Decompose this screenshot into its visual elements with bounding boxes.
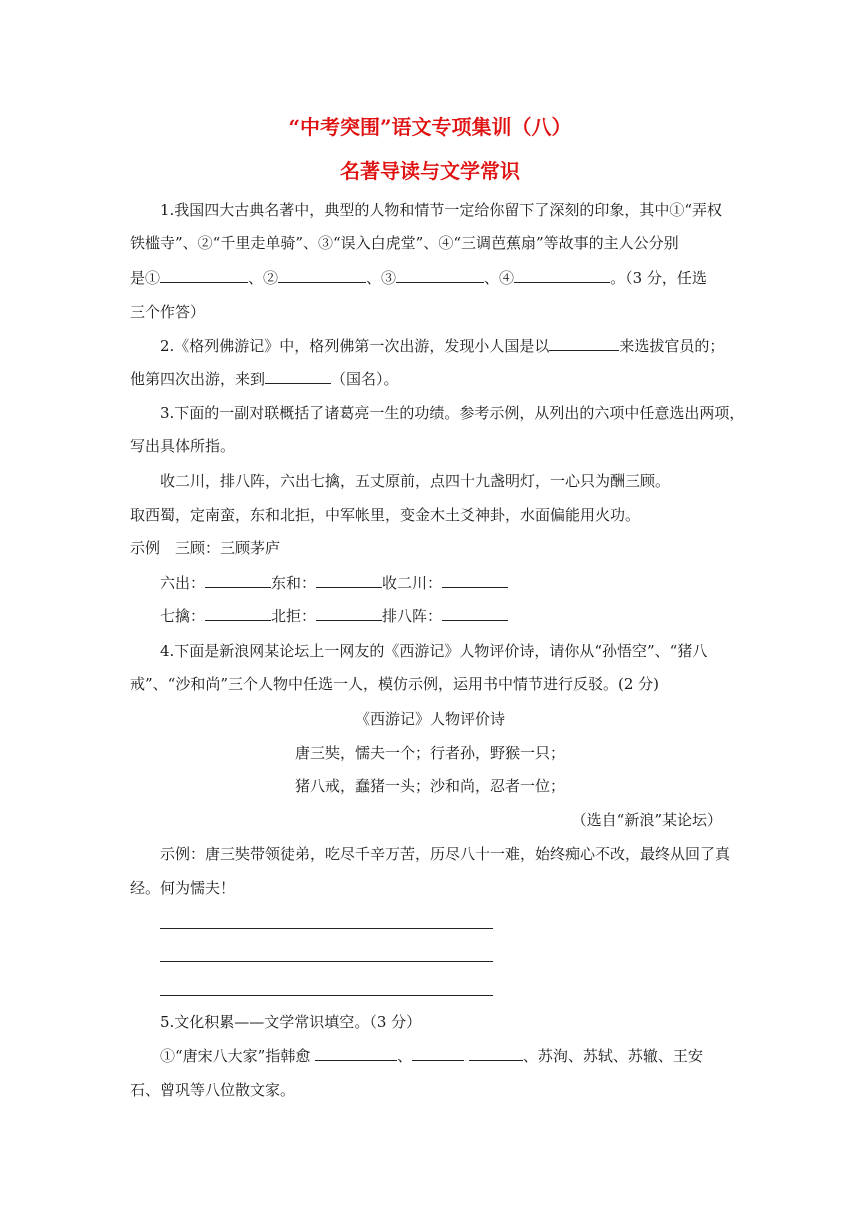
- q1-line-4: 三个作答）: [130, 303, 206, 321]
- answer-blank[interactable]: [316, 573, 382, 588]
- poem-line-1: 唐三奘，懦夫一个；行者孙，野猴一只；: [294, 744, 565, 762]
- q5-line-1: 5.文化积累——文学常识填空。（3 分）: [160, 1013, 422, 1031]
- answer-blank[interactable]: [315, 1046, 397, 1061]
- answer-blank[interactable]: [396, 268, 484, 283]
- document-subtitle: 名著导读与文学常识: [340, 159, 520, 183]
- answer-line[interactable]: [160, 928, 493, 929]
- poem-line-2: 猪八戒，蠢猪一头；沙和尚，忍者一位；: [294, 777, 565, 795]
- answer-blank[interactable]: [205, 573, 271, 588]
- q3-line-1: 3.下面的一副对联概括了诸葛亮一生的功绩。参考示例，从列出的六项中任意选出两项，: [160, 404, 745, 422]
- answer-blank[interactable]: [469, 1046, 523, 1061]
- q3-fill-row-1: 六出： 东和： 收二川：: [160, 573, 508, 593]
- answer-blank[interactable]: [160, 268, 248, 283]
- answer-line[interactable]: [160, 995, 493, 996]
- q5-line-3: 石、曾巩等八位散文家。: [130, 1081, 296, 1099]
- q5-line-2: ①“唐宋八大家”指韩愈 、 、苏洵、苏轼、苏辙、王安: [160, 1047, 703, 1065]
- couplet-line-1: 收二川，排八阵，六出七擒，五丈原前，点四十九盏明灯，一心只为酬三顾。: [160, 472, 671, 490]
- q2-line-2: 他第四次出游，来到 （国名）。: [130, 370, 399, 388]
- q1-line-3: 是① 、② 、③ 、④ 。（3 分，任选: [130, 269, 707, 287]
- answer-blank[interactable]: [514, 268, 610, 283]
- q3-line-2: 写出具体所指。: [130, 437, 236, 455]
- q4-line-2: 戒”、“沙和尚”三个人物中任选一人，模仿示例，运用书中情节进行反驳。(2 分): [130, 675, 660, 693]
- answer-blank[interactable]: [265, 369, 331, 384]
- q1-line-1: 1.我国四大古典名著中，典型的人物和情节一定给你留下了深刻的印象，其中①“弄权: [160, 201, 722, 219]
- document-title: “中考突围”语文专项集训（八）: [288, 115, 572, 139]
- answer-blank[interactable]: [442, 606, 508, 621]
- poem-source: （选自“新浪”某论坛）: [571, 811, 722, 829]
- answer-blank[interactable]: [278, 268, 366, 283]
- q4-example-line-1: 示例：唐三奘带领徒弟，吃尽千辛万苦，历尽八十一难，始终痴心不改，最终从回了真: [160, 845, 731, 863]
- q4-example-line-2: 经。何为懦夫！: [130, 879, 236, 897]
- answer-blank[interactable]: [205, 606, 271, 621]
- answer-blank[interactable]: [549, 336, 619, 351]
- answer-blank[interactable]: [316, 606, 382, 621]
- q1-line-2: 铁槛寺”、②“千里走单骑”、③“误入白虎堂”、④“三调芭蕉扇”等故事的主人公分别: [130, 234, 679, 252]
- answer-line[interactable]: [160, 961, 493, 962]
- q2-line-1: 2.《格列佛游记》中，格列佛第一次出游，发现小人国是以 来选拔官员的；: [160, 337, 725, 355]
- poem-title: 《西游记》人物评价诗: [354, 710, 505, 728]
- q3-fill-row-2: 七擒： 北拒： 排八阵：: [160, 606, 508, 626]
- q4-line-1: 4.下面是新浪网某论坛上一网友的《西游记》人物评价诗，请你从“孙悟空”、“猪八: [160, 642, 708, 660]
- answer-blank[interactable]: [442, 573, 508, 588]
- answer-blank[interactable]: [412, 1046, 464, 1061]
- couplet-line-2: 取西蜀，定南蛮，东和北拒，中军帐里，变金木土爻神卦，水面偏能用火功。: [130, 506, 641, 524]
- q3-example: 示例 三顾：三顾茅庐: [130, 539, 281, 557]
